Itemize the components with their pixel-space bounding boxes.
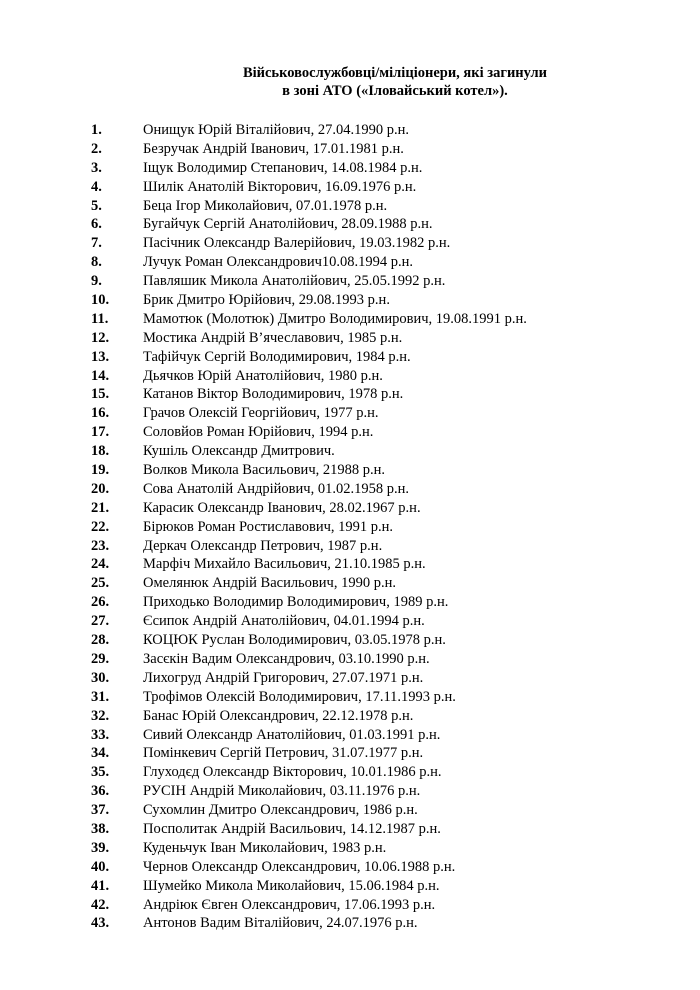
list-item-number: 35. — [91, 764, 110, 781]
list-item-text: Бірюков Роман Ростиславович, 1991 р.н. — [143, 518, 394, 535]
list-item — [91, 518, 527, 537]
list-item — [91, 839, 527, 858]
list-item — [91, 631, 527, 650]
list-item-text: Шумейко Микола Миколайович, 15.06.1984 р.н. — [143, 877, 440, 894]
list-item-text: Мамотюк (Молотюк) Дмитро Володимирович, 19.08.1991 р.н. — [143, 310, 527, 327]
list-item-number: 43. — [91, 915, 110, 932]
list-item-number: 3. — [91, 159, 102, 176]
list-item — [91, 877, 527, 896]
list-item-text: Сова Анатолій Андрійович, 01.02.1958 р.н. — [143, 480, 409, 497]
list-item-number: 11. — [91, 310, 109, 327]
list-item-text: Приходько Володимир Володимирович, 1989 р.н. — [143, 594, 449, 611]
list-item-number: 12. — [91, 329, 110, 346]
list-item-text: Єсипок Андрій Анатолійович, 04.01.1994 р.н. — [143, 613, 425, 630]
list-item — [91, 499, 527, 518]
list-item — [91, 858, 527, 877]
list-item — [91, 669, 527, 688]
title-line-2: в зоні АТО («Іловайський котел»). — [282, 83, 508, 99]
casualty-list — [91, 121, 527, 933]
document-title — [175, 64, 615, 100]
list-item — [91, 820, 527, 839]
list-item-number: 13. — [91, 348, 110, 365]
list-item-number: 38. — [91, 820, 110, 837]
list-item-text: Трофімов Олексій Володимирович, 17.11.1993 р.н. — [143, 688, 456, 705]
list-item-text: КОЦЮК Руслан Володимирович, 03.05.1978 р.н. — [143, 632, 446, 649]
list-item — [91, 744, 527, 763]
list-item — [91, 574, 527, 593]
list-item-number: 27. — [91, 613, 110, 630]
list-item-text: Катанов Віктор Володимирович, 1978 р.н. — [143, 386, 404, 403]
list-item-number: 42. — [91, 896, 110, 913]
list-item-text: Павляшик Микола Анатолійович, 25.05.1992 р.н. — [143, 273, 446, 290]
list-item-text: Грачов Олексій Георгійович, 1977 р.н. — [143, 405, 379, 422]
list-item-text: Онищук Юрій Віталійович, 27.04.1990 р.н. — [143, 122, 409, 138]
list-item-text: Антонов Вадим Віталійович, 24.07.1976 р.н. — [143, 915, 418, 932]
list-item — [91, 442, 527, 461]
list-item-number: 29. — [91, 650, 110, 667]
list-item-number: 4. — [91, 178, 102, 195]
list-item-text: Банас Юрій Олександрович, 22.12.1978 р.н. — [143, 707, 414, 724]
list-item-number: 23. — [91, 537, 110, 554]
list-item-number: 2. — [91, 140, 102, 157]
list-item-number: 14. — [91, 367, 110, 384]
list-item-text: Засєкін Вадим Олександрович, 03.10.1990 р.н. — [143, 650, 430, 667]
list-item — [91, 726, 527, 745]
list-item — [91, 650, 527, 669]
list-item-number: 17. — [91, 424, 110, 441]
list-item — [91, 234, 527, 253]
list-item — [91, 140, 527, 159]
list-item-number: 20. — [91, 480, 110, 497]
list-item-number: 37. — [91, 802, 110, 819]
list-item-text: Марфіч Михайло Васильович, 21.10.1985 р.н. — [143, 556, 426, 573]
list-item-text: Беца Ігор Миколайович, 07.01.1978 р.н. — [143, 197, 388, 214]
list-item — [91, 801, 527, 820]
list-item-number: 7. — [91, 235, 102, 252]
list-item-number: 22. — [91, 518, 110, 535]
list-item — [91, 782, 527, 801]
list-item-text: Мостика Андрій В’ячеславович, 1985 р.н. — [143, 329, 403, 346]
list-item-number: 18. — [91, 443, 110, 460]
list-item — [91, 423, 527, 442]
list-item — [91, 178, 527, 197]
list-item-number: 10. — [91, 292, 110, 309]
list-item-number: 40. — [91, 858, 110, 875]
list-item — [91, 215, 527, 234]
list-item — [91, 480, 527, 499]
list-item-number: 5. — [91, 197, 102, 214]
list-item-text: Шилік Анатолій Вікторович, 16.09.1976 р.н. — [143, 178, 417, 195]
list-item-text: Пасічник Олександр Валерійович, 19.03.1982 р.н. — [143, 235, 451, 252]
list-item-text: РУСІН Андрій Миколайович, 03.11.1976 р.н. — [143, 783, 421, 800]
list-item — [91, 310, 527, 329]
list-item — [91, 461, 527, 480]
list-item-text: Волков Микола Васильович, 21988 р.н. — [143, 462, 385, 479]
list-item-number: 32. — [91, 707, 110, 724]
list-item-number: 30. — [91, 669, 110, 686]
list-item-number: 31. — [91, 688, 110, 705]
list-item — [91, 272, 527, 291]
list-item-text: Деркач Олександр Петрович, 1987 р.н. — [143, 537, 383, 554]
list-item-text: Чернов Олександр Олександрович, 10.06.1988 р.н. — [143, 858, 456, 875]
list-item — [91, 197, 527, 216]
list-item-text: Іщук Володимир Степанович, 14.08.1984 р.н. — [143, 159, 423, 176]
list-item-text: Дьячков Юрій Анатолійович, 1980 р.н. — [143, 367, 383, 384]
list-item-text: Андріюк Євген Олександрович, 17.06.1993 р.н. — [143, 896, 436, 913]
list-item-number: 9. — [91, 273, 102, 290]
list-item-number: 16. — [91, 405, 110, 422]
list-item-number: 36. — [91, 783, 110, 800]
list-item-number: 15. — [91, 386, 110, 403]
list-item-text: Омелянюк Андрій Васильович, 1990 р.н. — [143, 575, 396, 592]
list-item-number: 33. — [91, 726, 110, 743]
list-item-text: Лучук Роман Олександрович10.08.1994 р.н. — [143, 254, 414, 271]
list-item — [91, 593, 527, 612]
list-item-number: 24. — [91, 556, 110, 573]
list-item-number: 26. — [91, 594, 110, 611]
list-item-number: 28. — [91, 632, 110, 649]
list-item — [91, 385, 527, 404]
list-item — [91, 688, 527, 707]
list-item — [91, 555, 527, 574]
list-item-text: Брик Дмитро Юрійович, 29.08.1993 р.н. — [143, 292, 390, 309]
list-item-number: 21. — [91, 499, 110, 516]
list-item — [91, 121, 527, 140]
list-item — [91, 348, 527, 367]
list-item — [91, 707, 527, 726]
list-item-text: Помінкевич Сергій Петрович, 31.07.1977 р.н. — [143, 745, 424, 762]
list-item-text: Глуходєд Олександр Вікторович, 10.01.1986 р.н. — [143, 764, 442, 781]
list-item-text: Соловйов Роман Юрійович, 1994 р.н. — [143, 424, 374, 441]
list-item — [91, 159, 527, 178]
list-item-number: 34. — [91, 745, 110, 762]
list-item-number: 19. — [91, 462, 110, 479]
list-item-text: Сухомлин Дмитро Олександрович, 1986 р.н. — [143, 802, 418, 819]
list-item-text: Карасик Олександр Іванович, 28.02.1967 р.н. — [143, 499, 421, 516]
list-item — [91, 367, 527, 386]
list-item-text: Сивий Олександр Анатолійович, 01.03.1991 р.н. — [143, 726, 441, 743]
list-item-number: 39. — [91, 839, 110, 856]
title-line-1: Військовослужбовці/міліціонери, які загинули — [242, 65, 548, 81]
list-item — [91, 896, 527, 915]
list-item — [91, 253, 527, 272]
list-item-text: Куденьчук Іван Миколайович, 1983 р.н. — [143, 839, 387, 856]
list-item — [91, 537, 527, 556]
list-item-number: 1. — [91, 122, 102, 138]
list-item-text: Бугайчук Сергій Анатолійович, 28.09.1988 р.н. — [143, 216, 433, 233]
list-item-number: 6. — [91, 216, 102, 233]
list-item — [91, 329, 527, 348]
list-item-text: Кушіль Олександр Дмитрович. — [143, 443, 335, 460]
list-item — [91, 914, 527, 933]
list-item — [91, 404, 527, 423]
list-item — [91, 612, 527, 631]
list-item — [91, 291, 527, 310]
list-item — [91, 763, 527, 782]
list-item-number: 25. — [91, 575, 110, 592]
list-item-text: Лихогруд Андрій Григорович, 27.07.1971 р.н. — [143, 669, 424, 686]
list-item-number: 8. — [91, 254, 102, 271]
list-item-number: 41. — [91, 877, 110, 894]
list-item-text: Безручак Андрій Іванович, 17.01.1981 р.н. — [143, 140, 404, 157]
list-item-text: Тафійчук Сергій Володимирович, 1984 р.н. — [143, 348, 411, 365]
list-item-text: Посполитак Андрій Васильович, 14.12.1987 р.н. — [143, 820, 441, 837]
